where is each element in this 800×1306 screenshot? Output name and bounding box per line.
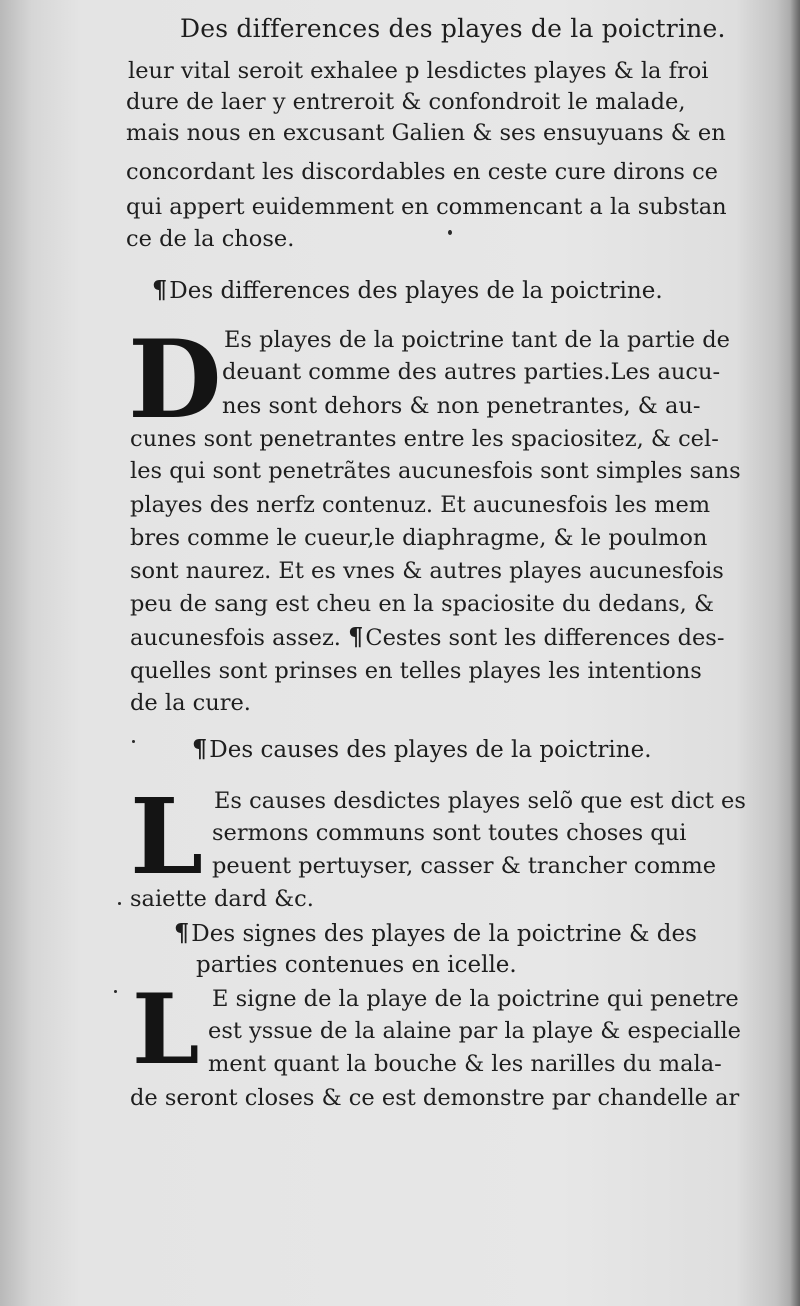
ink-speck: [448, 230, 452, 235]
text-line: qui appert euidemment en commencant a la substan: [126, 194, 727, 220]
text-line: sont naurez. Et es vnes & autres playes aucunesfois: [130, 558, 724, 584]
text-line: playes des nerfz contenuz. Et aucunesfois les mem: [130, 492, 711, 518]
text-line: dure de laer y entreroit & confondroit le malade,: [126, 89, 686, 115]
heading-text: Des causes des playes de la poictrine.: [209, 737, 652, 763]
text-line: de la cure.: [130, 690, 251, 716]
text-line: saiette dard &c.: [130, 886, 314, 912]
text-line: E signe de la playe de la poictrine qui penetre: [212, 986, 739, 1012]
section-heading-signes: [174, 918, 697, 949]
drop-cap-d: D: [128, 317, 222, 443]
text-line: deuant comme des autres parties.Les aucu-: [222, 359, 721, 385]
text-line: peuent pertuyser, casser & trancher comme: [212, 853, 717, 879]
text-line: leur vital seroit exhalee p lesdictes playes & la froi: [128, 58, 709, 84]
text-line: cunes sont penetrantes entre les spaciositez, & cel-: [130, 426, 719, 452]
text-line: de seront closes & ce est demonstre par chandelle ar: [130, 1085, 740, 1111]
text-line: les qui sont penetrãtes aucunesfois sont simples sans: [130, 458, 741, 484]
text-line: Es playes de la poictrine tant de la partie de: [224, 327, 730, 353]
drop-cap-l: L: [130, 775, 204, 898]
ink-speck: [118, 902, 121, 905]
drop-cap-l: L: [132, 973, 200, 1086]
heading-text: Des signes des playes de la poictrine & des: [191, 921, 697, 947]
pilcrow-mark: ¶: [174, 918, 190, 947]
heading-text: Des differences des playes de la poictrine.: [169, 278, 663, 304]
text-line: ment quant la bouche & les narilles du mala-: [208, 1051, 722, 1077]
section-heading-causes: [192, 734, 652, 765]
ink-speck: [114, 990, 117, 993]
text-fragment: Cestes sont les differences des-: [365, 625, 725, 651]
text-line: ce de la chose.: [126, 226, 295, 252]
text-line: sermons communs sont toutes choses qui: [212, 820, 687, 846]
pilcrow-mark: ¶: [192, 734, 208, 763]
text-line: Es causes desdictes playes selõ que est dict es: [214, 788, 746, 814]
text-line: concordant les discordables en ceste cure dirons ce: [126, 159, 718, 185]
text-fragment: aucunesfois assez.: [130, 625, 341, 651]
text-line: mais nous en excusant Galien & ses ensuyuans & en: [126, 120, 726, 146]
text-line: peu de sang est cheu en la spaciosite du dedans, &: [130, 591, 714, 617]
text-line: est yssue de la alaine par la playe & especialle: [208, 1018, 741, 1044]
text-line: quelles sont prinses en telles playes les intentions: [130, 658, 702, 684]
running-header: Des differences des playes de la poictrine.: [180, 14, 726, 43]
text-line: [130, 622, 724, 653]
pilcrow-mark: ¶: [152, 275, 168, 304]
text-line: nes sont dehors & non penetrantes, & au-: [222, 393, 701, 419]
ink-speck: [132, 740, 135, 743]
text-line: bres comme le cueur,le diaphragme, & le poulmon: [130, 525, 708, 551]
section-heading-signes-continued: parties contenues en icelle.: [196, 952, 517, 978]
pilcrow-mark: ¶: [348, 622, 364, 651]
section-heading-differences: [152, 275, 663, 306]
